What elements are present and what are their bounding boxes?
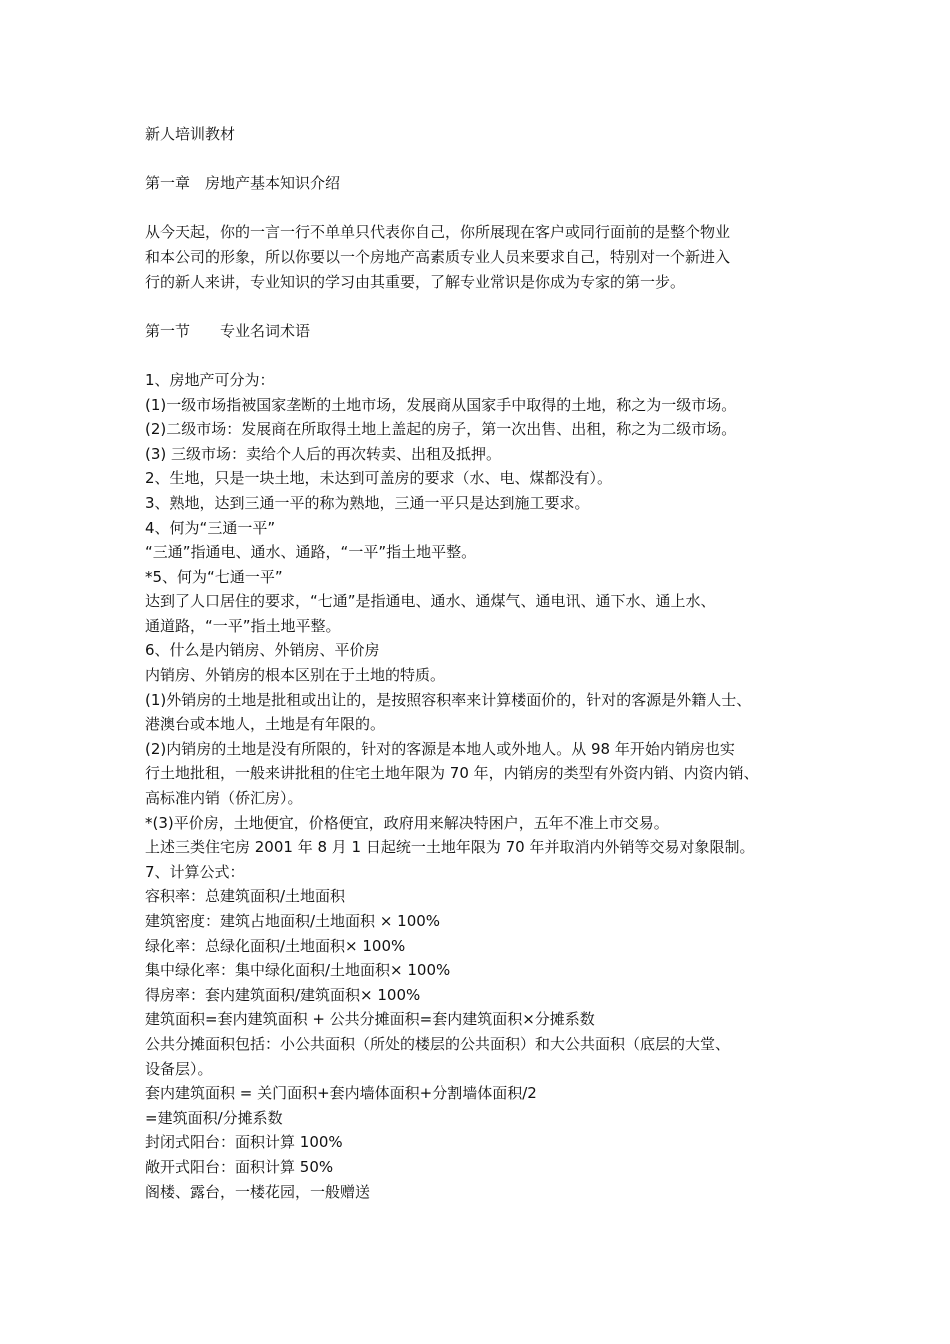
body-line: 4、何为“三通一平”	[145, 518, 276, 537]
body-line: 容积率：总建筑面积/土地面积	[145, 887, 346, 906]
body-line: 1、房地产可分为：	[145, 370, 275, 389]
body-line: (1)外销房的土地是批租或出让的，是按照容积率来计算楼面价的，针对的客源是外籍人士、	[145, 690, 752, 709]
body-line: 高标准内销（侨汇房）。	[145, 789, 303, 808]
body-line: 港澳台或本地人，土地是有年限的。	[145, 715, 386, 734]
body-line: 建筑面积=套内建筑面积 + 公共分摊面积=套内建筑面积×分摊系数	[145, 1010, 595, 1029]
body-line: 达到了人口居住的要求，“七通”是指通电、通水、通煤气、通电讯、通下水、通上水、	[145, 592, 716, 611]
body-line: 阁楼、露台，一楼花园，一般赠送	[145, 1182, 371, 1201]
body-line: 上述三类住宅房 2001 年 8 月 1 日起统一土地年限为 70 年并取消内外销等交易对象限制。	[145, 838, 755, 857]
body-line: “三通”指通电、通水、通路，“一平”指土地平整。	[145, 543, 477, 562]
document-page	[145, 122, 835, 1204]
body-line: =建筑面积/分摊系数	[145, 1108, 283, 1127]
body-line: (2)内销房的土地是没有所限的，针对的客源是本地人或外地人。从 98 年开始内销房也实	[145, 739, 735, 758]
body-line: 行土地批租，一般来讲批租的住宅土地年限为 70 年，内销房的类型有外资内销、内资内销、	[145, 764, 759, 783]
body-line: 设备层）。	[145, 1059, 213, 1078]
chapter-heading: 第一章 房地产基本知识介绍	[145, 174, 341, 193]
body-line: 6、什么是内销房、外销房、平价房	[145, 641, 380, 660]
body-line: *(3)平价房，土地便宜，价格便宜，政府用来解决特困户，五年不准上市交易。	[145, 813, 669, 832]
body-line: (2)二级市场：发展商在所取得土地上盖起的房子，第一次出售、出租，称之为二级市场。	[145, 420, 737, 439]
intro-paragraph	[145, 220, 835, 294]
body-line: 2、生地，只是一块土地，未达到可盖房的要求（水、电、煤都没有）。	[145, 469, 613, 488]
body-line: 绿化率：总绿化面积/土地面积× 100%	[145, 936, 406, 955]
intro-line: 行的新人来讲，专业知识的学习由其重要，了解专业常识是你成为专家的第一步。	[145, 272, 686, 291]
body-line: 敞开式阳台：面积计算 50%	[145, 1157, 334, 1176]
section-heading: 第一节 专业名词术语	[145, 321, 311, 340]
body-line: 公共分摊面积包括：小公共面积（所处的楼层的公共面积）和大公共面积（底层的大堂、	[145, 1034, 731, 1053]
body-line: 3、熟地，达到三通一平的称为熟地，三通一平只是达到施工要求。	[145, 493, 590, 512]
body-line: (1)一级市场指被国家垄断的土地市场，发展商从国家手中取得的土地，称之为一级市场。	[145, 395, 737, 414]
body-line: *5、何为“七通一平”	[145, 567, 283, 586]
body-line: 套内建筑面积 = 关门面积+套内墙体面积+分割墙体面积/2	[145, 1084, 537, 1103]
body-line: 得房率：套内建筑面积/建筑面积× 100%	[145, 985, 421, 1004]
intro-line: 和本公司的形象，所以你要以一个房地产高素质专业人员来要求自己，特别对一个新进入	[145, 247, 731, 266]
intro-line: 从今天起，你的一言一行不单单只代表你自己，你所展现在客户或同行面前的是整个物业	[145, 223, 731, 242]
body-line: 集中绿化率：集中绿化面积/土地面积× 100%	[145, 961, 451, 980]
body-line: (3) 三级市场：卖给个人后的再次转卖、出租及抵押。	[145, 444, 502, 463]
body-line: 封闭式阳台：面积计算 100%	[145, 1133, 343, 1152]
body-text	[145, 368, 835, 1204]
body-line: 建筑密度：建筑占地面积/土地面积 × 100%	[145, 912, 441, 930]
body-line: 内销房、外销房的根本区别在于土地的特质。	[145, 666, 446, 685]
document-title: 新人培训教材	[145, 125, 236, 143]
body-line: 通道路，“一平”指土地平整。	[145, 616, 341, 635]
body-line: 7、计算公式：	[145, 862, 245, 881]
